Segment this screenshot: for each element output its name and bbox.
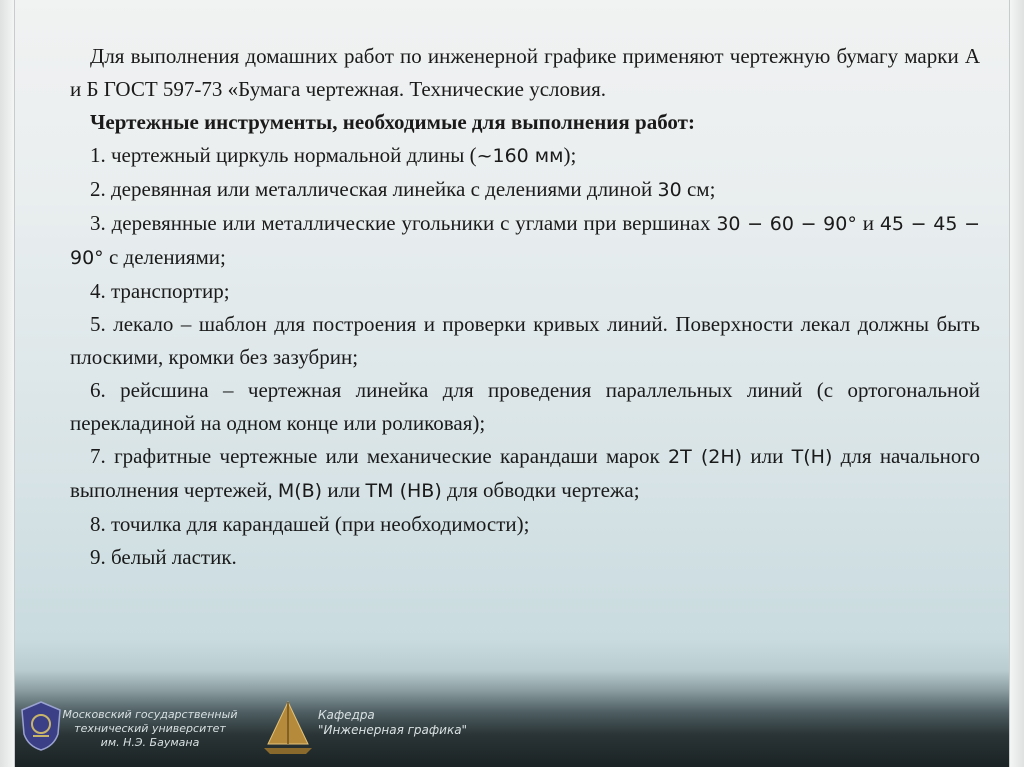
left-frame [0,0,15,767]
list-item: 9. белый ластик. [90,545,237,569]
department-logo-icon [262,698,314,756]
list-item: 5. лекало – шаблон для построения и проверки кривых линий. Поверхности лекал должны быть плоскими, кромки без зазубрин; [70,312,980,369]
intro-paragraph: Для выполнения домашних работ по инженерной графике применяют чертежную бумагу марки А и Б ГОСТ 597-73 «Бумага чертежная. Технические условия. [70,44,980,101]
list-item: 1. чертежный циркуль нормальной длины (~160 мм); [90,143,577,167]
list-item: 7. графитные чертежные или механические карандаши марок 2Т (2H) или Т(H) для начального выполнения чертежей, М(B) или ТМ (HB) для обводки чертежа; [70,444,980,502]
university-name: Московский государственный технический университет им. Н.Э. Баумана [62,708,238,749]
slide-body [70,40,980,574]
list-item: 2. деревянная или металлическая линейка с делениями длиной 30 см; [90,177,716,201]
right-frame [1009,0,1024,767]
instruments-heading: Чертежные инструменты, необходимые для выполнения работ: [90,110,695,134]
list-item: 8. точилка для карандашей (при необходимости); [90,512,530,536]
list-item: 3. деревянные или металлические угольники с углами при вершинах 30 − 60 − 90° и 45 − 45 − 90° с делениями; [70,211,981,269]
slide-footer [0,692,1024,767]
list-item: 4. транспортир; [90,279,230,303]
list-item: 6. рейсшина – чертежная линейка для проведения параллельных линий (с ортогональной перекладиной на одном конце или роликовая); [70,378,980,435]
university-emblem-icon [18,700,64,752]
department-name: Кафедра "Инженерная графика" [318,708,468,737]
